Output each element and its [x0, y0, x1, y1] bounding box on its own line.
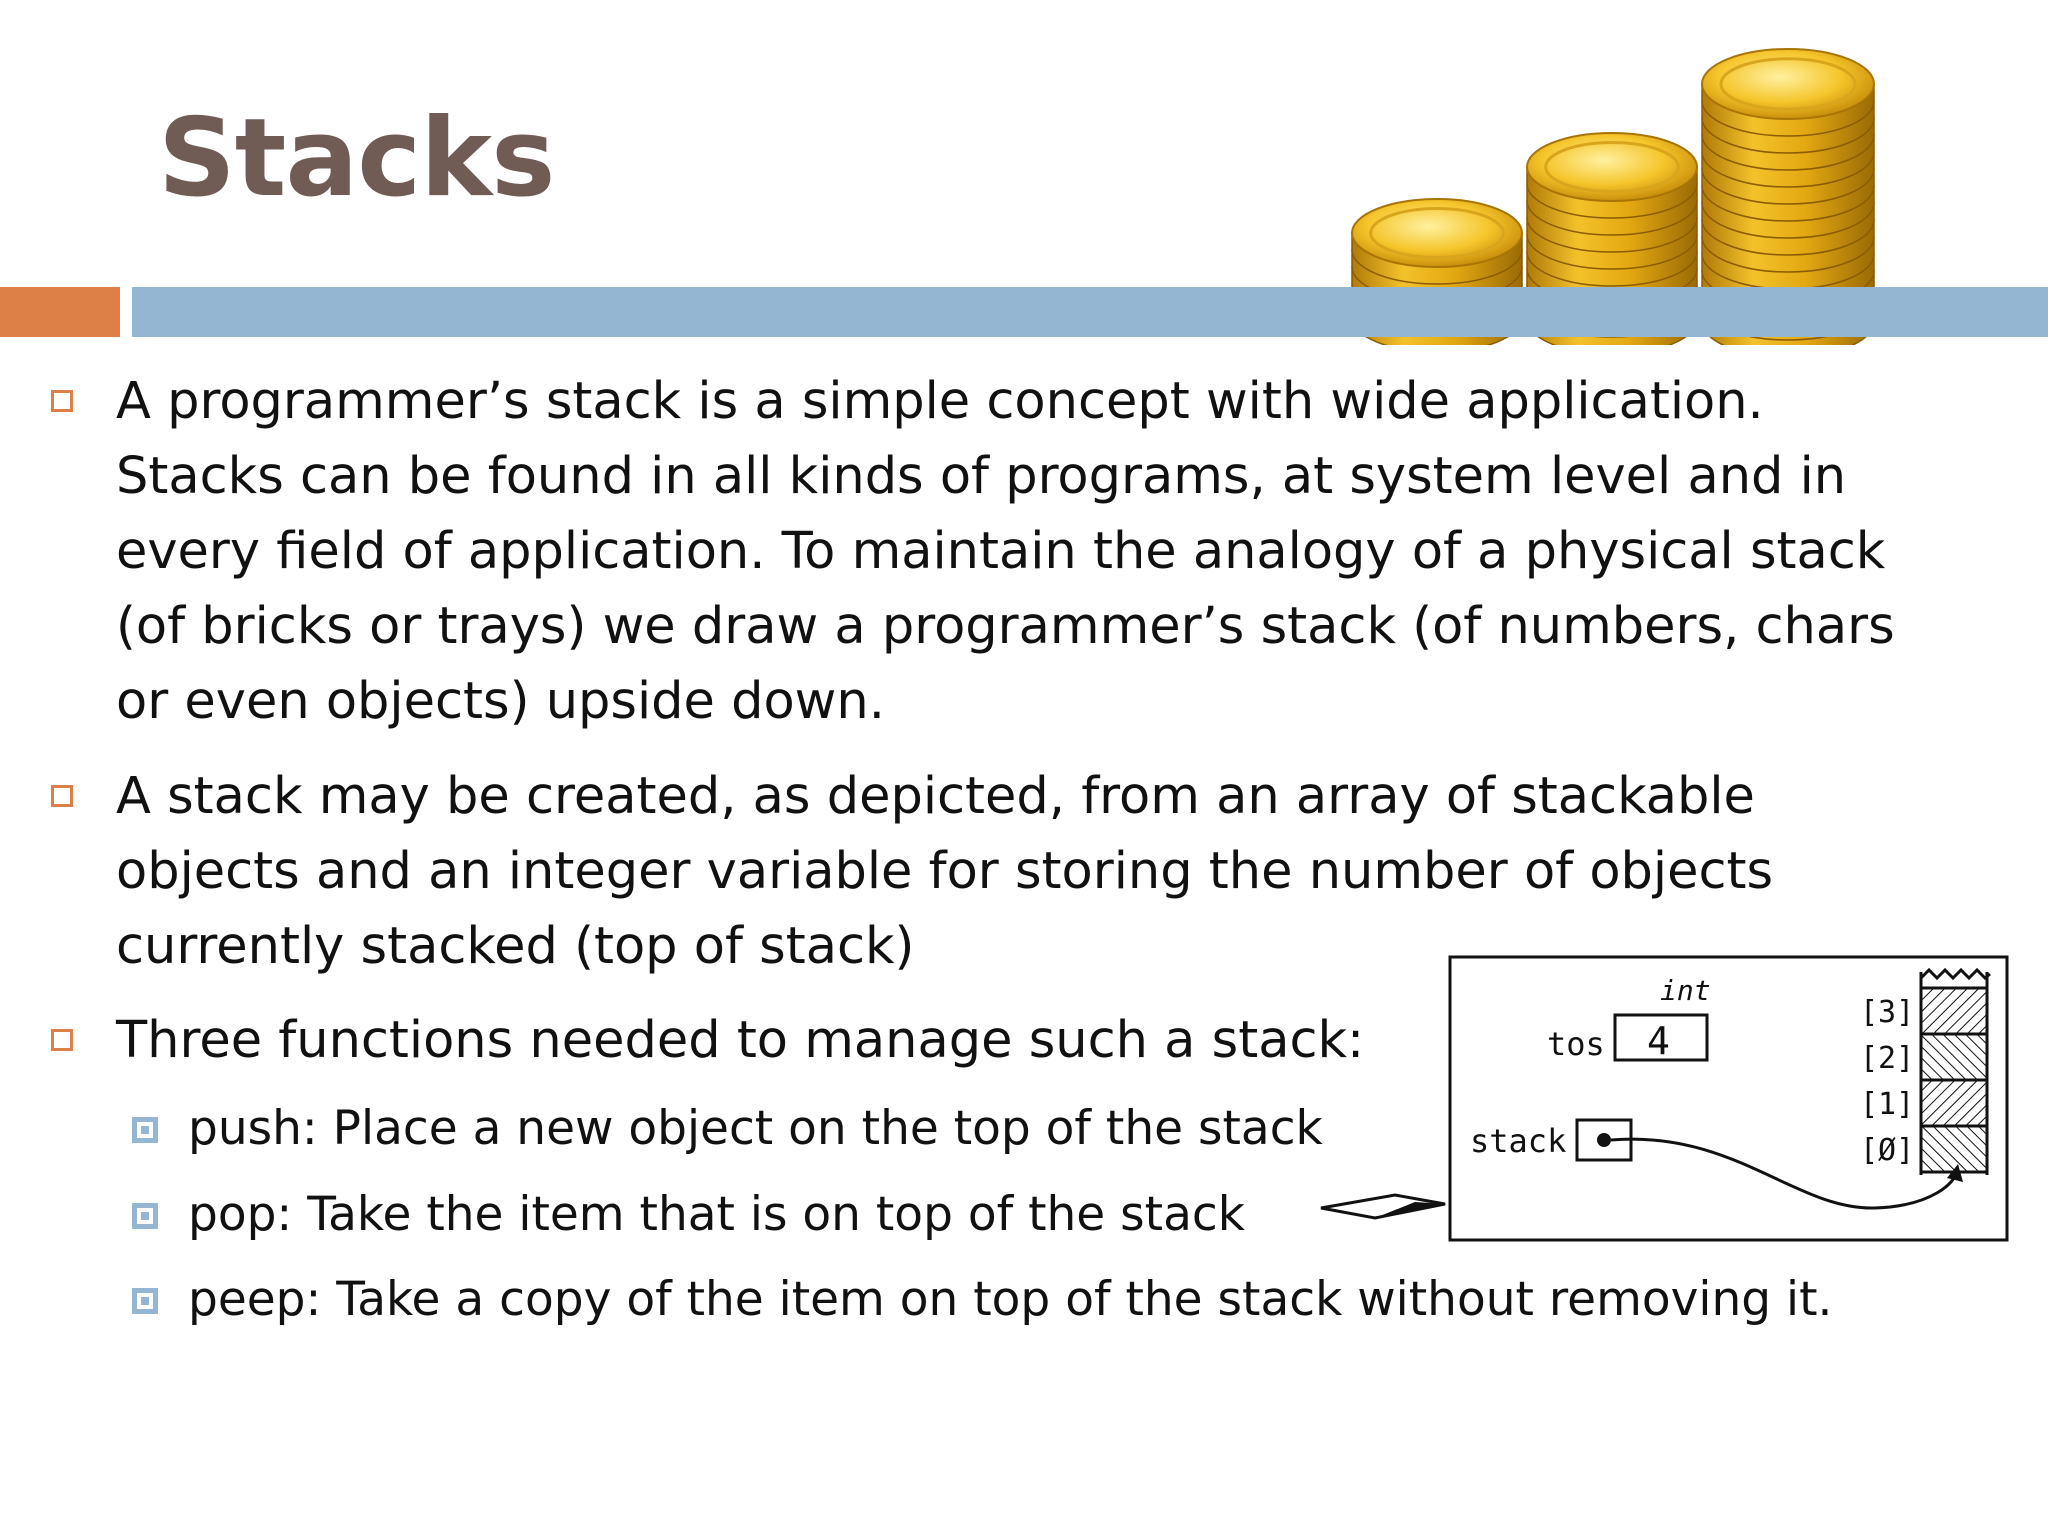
bullet-2-text: A stack may be created, as depicted, from an array of stackable objects and an integer variable for storing the number of objects currently stacked (top of stack): [116, 767, 1774, 976]
bullet-1-text: A programmer’s stack is a simple concept with wide application. Stacks can be found in all kinds of programs, at system level and in every field of application. To maintain the analogy of a physical stack (of bricks or trays) we draw a programmer’s stack (of numbers, chars or even objects) upside down.: [116, 372, 1895, 731]
sub-bullet-peep: [188, 1270, 1832, 1330]
bullet-1: [116, 364, 1896, 739]
array-cell-1: [1921, 1080, 1987, 1126]
header-accent-bar: [0, 287, 120, 337]
array-index-3: [3]: [1860, 995, 1915, 1030]
square-bullet-icon: [51, 785, 73, 807]
bullet-3-text: Three functions needed to manage such a stack:: [116, 1011, 1365, 1070]
sub-bullet-push: [188, 1099, 1323, 1159]
square-sub-bullet-icon: [132, 1203, 158, 1229]
int-type-label: int: [1660, 974, 1711, 1007]
sub-bullet-pop: [188, 1185, 1245, 1245]
header-divider-bar: [132, 287, 2048, 337]
square-bullet-icon: [51, 1029, 73, 1051]
array-index-1: [1]: [1860, 1087, 1915, 1122]
sub-bullet-pop-text: pop: Take the item that is on top of the stack: [188, 1187, 1245, 1242]
stack-pointer-dot: [1597, 1133, 1611, 1147]
stack-array: [1921, 970, 1990, 1175]
array-index-2: [2]: [1860, 1041, 1915, 1076]
stack-label: stack: [1470, 1122, 1567, 1160]
array-cell-0: [1921, 1126, 1987, 1172]
array-index-0: [Ø]: [1860, 1133, 1915, 1168]
square-sub-bullet-icon: [132, 1288, 158, 1314]
bullet-3: [116, 1003, 1366, 1078]
array-cell-3: [1921, 988, 1987, 1034]
square-bullet-icon: [51, 390, 73, 412]
pointer-arrow-icon: [1321, 1195, 1447, 1218]
tos-value: 4: [1647, 1019, 1670, 1063]
sub-bullet-peep-text: peep: Take a copy of the item on top of the stack without removing it.: [188, 1272, 1833, 1327]
square-sub-bullet-icon: [132, 1117, 158, 1143]
slide-title: Stacks: [158, 96, 555, 221]
sub-bullet-push-text: push: Place a new object on the top of the stack: [188, 1101, 1323, 1156]
array-cell-2: [1921, 1034, 1987, 1080]
tos-label: tos: [1547, 1025, 1605, 1063]
stack-diagram: [1315, 950, 2015, 1245]
